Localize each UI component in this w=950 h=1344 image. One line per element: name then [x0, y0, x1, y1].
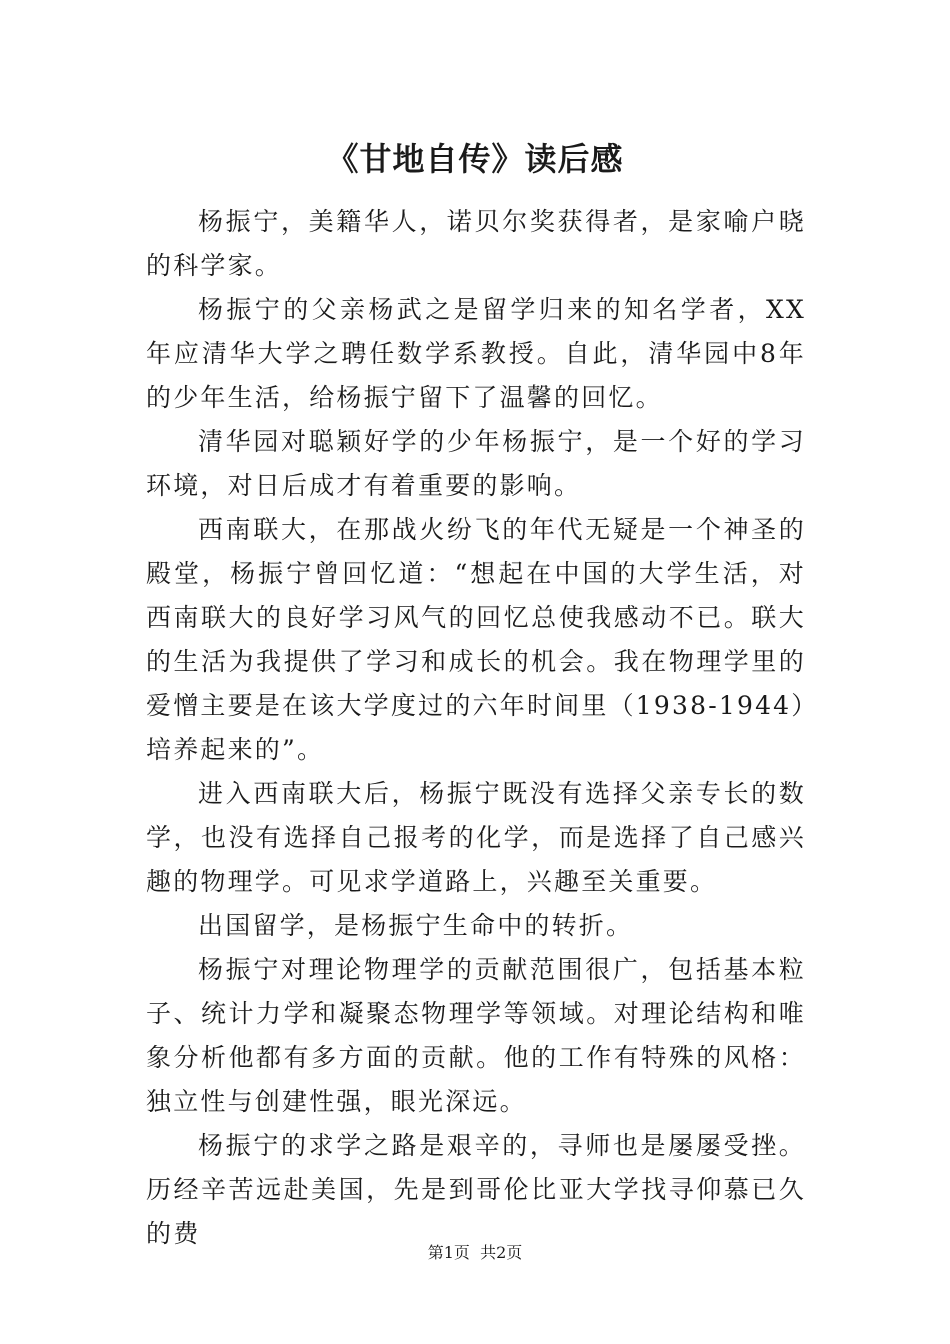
page-number: 第1页 共2页	[427, 1243, 523, 1262]
paragraph: 西南联大，在那战火纷飞的年代无疑是一个神圣的殿堂，杨振宁曾回忆道：“想起在中国的大学生活，对西南联大的良好学习风气的回忆总使我感动不已。联大的生活为我提供了学习和成长的机会。我在物理学里的爱憎主要是在该大学度过的六年时间里（1938-1944）培养起来的”。	[146, 515, 806, 764]
document-body	[146, 200, 806, 1256]
document-title: 《甘地自传》读后感	[326, 140, 624, 178]
paragraph: 进入西南联大后，杨振宁既没有选择父亲专长的数学，也没有选择自己报考的化学，而是选择了自己感兴趣的物理学。可见求学道路上，兴趣至关重要。	[146, 779, 806, 896]
paragraph: 杨振宁对理论物理学的贡献范围很广，包括基本粒子、统计力学和凝聚态物理学等领域。对理论结构和唯象分析他都有多方面的贡献。他的工作有特殊的风格：独立性与创建性强，眼光深远。	[146, 955, 806, 1116]
paragraph: 杨振宁的父亲杨武之是留学归来的知名学者，XX年应清华大学之聘任数学系教授。自此，清华园中8年的少年生活，给杨振宁留下了温馨的回忆。	[146, 295, 806, 412]
paragraph: 杨振宁，美籍华人，诺贝尔奖获得者，是家喻户晓的科学家。	[146, 207, 806, 280]
paragraph: 杨振宁的求学之路是艰辛的，寻师也是屡屡受挫。历经辛苦远赴美国，先是到哥伦比亚大学找寻仰慕已久的费	[146, 1131, 806, 1248]
paragraph: 出国留学，是杨振宁生命中的转折。	[198, 911, 634, 940]
page-footer	[0, 1241, 950, 1265]
paragraph: 清华园对聪颖好学的少年杨振宁，是一个好的学习环境，对日后成才有着重要的影响。	[146, 427, 806, 500]
